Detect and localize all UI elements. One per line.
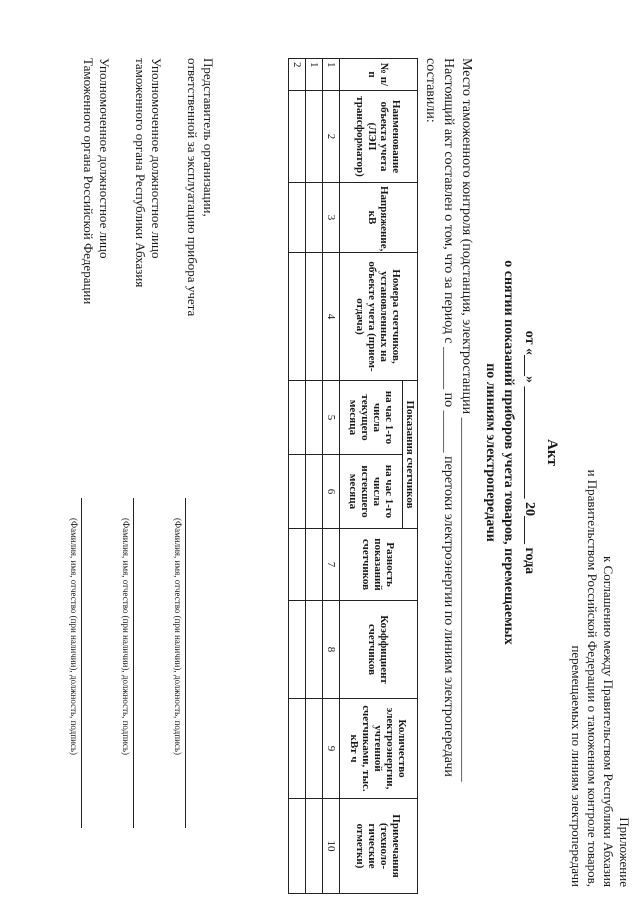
cell-coefficient[interactable]: [289, 601, 306, 699]
cell-notes[interactable]: [306, 799, 323, 894]
cell-coefficient[interactable]: [306, 601, 323, 699]
meter-readings-table: [288, 58, 418, 894]
column-number: 2: [323, 91, 340, 183]
signature-2-line[interactable]: [133, 498, 134, 828]
column-number: 10: [323, 799, 340, 894]
table-row: [289, 59, 306, 894]
header-voltage: Напряжение, кВ: [340, 183, 418, 253]
cell-difference[interactable]: [289, 529, 306, 601]
header-notes: Примечания (техноло-гические отметки): [340, 799, 418, 894]
period-line: Настоящий акт составлен о том, что за период с ______ по ______ перетоки электроэнергии по линиям электропередачи: [441, 58, 456, 777]
act-date-line: от «___» ________________ 20____ года: [522, 330, 537, 575]
cell-object-name[interactable]: [306, 91, 323, 183]
cell-difference[interactable]: [306, 529, 323, 601]
cell-previous-reading[interactable]: [306, 455, 323, 529]
table-row: [306, 59, 323, 894]
column-number: 5: [323, 381, 340, 455]
signature-3-label-line-2: Таможенного органа Российской Федерации: [81, 58, 96, 305]
header-energy-amount: Количество электроэнергии, учтенной счетчиками, тыс. кВт ч: [340, 699, 418, 799]
cell-voltage[interactable]: [306, 183, 323, 253]
signature-1-caption: (Фамилия, имя, отчество (при наличии), должность, подпись): [173, 518, 183, 755]
header-number: № п/п: [340, 59, 418, 91]
appendix-line-2: и Правительством Российской Федерации о таможенном контроле товаров,: [585, 469, 600, 887]
header-coefficient: Коэффициент счетчиков: [340, 601, 418, 699]
cell-energy-amount[interactable]: [289, 699, 306, 799]
column-number: 9: [323, 699, 340, 799]
header-meter-numbers: Номера счетчиков, установленных на объекте учета (прием-отдача): [340, 253, 418, 381]
column-number: 6: [323, 455, 340, 529]
header-difference: Разность показаний счетчиков: [340, 529, 418, 601]
table-column-number-row: [323, 59, 340, 894]
column-number: 3: [323, 183, 340, 253]
signature-3-caption: (Фамилия, имя, отчество (при наличии), должность, подпись): [69, 518, 79, 755]
appendix-line-1: к Соглашению между Правительством Республики Абхазия: [601, 556, 616, 887]
period-line-continued: составили:: [423, 58, 438, 123]
header-previous-month: на час 1-го числа истекшего месяца: [340, 455, 403, 529]
appendix-line-3: перемещаемых по линиям электропередачи: [569, 645, 584, 887]
column-number: 8: [323, 601, 340, 699]
appendix-title: Приложение: [617, 817, 632, 887]
signature-3-label-line-1: Уполномоченное должностное лицо: [97, 58, 112, 259]
act-title: Акт: [544, 439, 560, 466]
header-current-month: на час 1-го числа текущего месяца: [340, 381, 403, 455]
cell-object-name[interactable]: [289, 91, 306, 183]
cell-previous-reading[interactable]: [289, 455, 306, 529]
act-subtitle-1: о снятии показаний приборов учета товаров, перемещаемых: [501, 260, 516, 645]
table-header-row: [403, 59, 418, 894]
header-meter-readings-group: Показания счетчиков: [403, 381, 418, 529]
cell-meter-numbers[interactable]: [289, 253, 306, 381]
cell-current-reading[interactable]: [306, 381, 323, 455]
signature-2-caption: (Фамилия, имя, отчество (при наличии), должность, подпись): [121, 518, 131, 755]
signature-2-label-line-1: Уполномоченное должностное лицо: [149, 58, 164, 259]
row-number: 1: [306, 59, 323, 91]
cell-voltage[interactable]: [289, 183, 306, 253]
customs-place-line: Место таможенного контроля (подстанция, электростанции ____________________________________________________: [459, 58, 474, 782]
row-number: 2: [289, 59, 306, 91]
act-subtitle-2: по линиям электропередачи: [483, 363, 498, 542]
signature-2-label-line-2: таможенного органа Республики Абхазия: [133, 58, 148, 288]
cell-meter-numbers[interactable]: [306, 253, 323, 381]
signature-3-line[interactable]: [81, 498, 82, 828]
cell-current-reading[interactable]: [289, 381, 306, 455]
signature-1-label-line-1: Представитель организации,: [201, 58, 216, 217]
cell-energy-amount[interactable]: [306, 699, 323, 799]
header-object-name: Наименование объекта учета (ЛЭП трансформатор): [340, 91, 418, 183]
signature-1-line[interactable]: [185, 498, 186, 828]
column-number: 4: [323, 253, 340, 381]
signature-1-label-line-2: ответственной за эксплуатацию прибора учета: [185, 58, 200, 317]
cell-notes[interactable]: [289, 799, 306, 894]
column-number: 7: [323, 529, 340, 601]
column-number: 1: [323, 59, 340, 91]
